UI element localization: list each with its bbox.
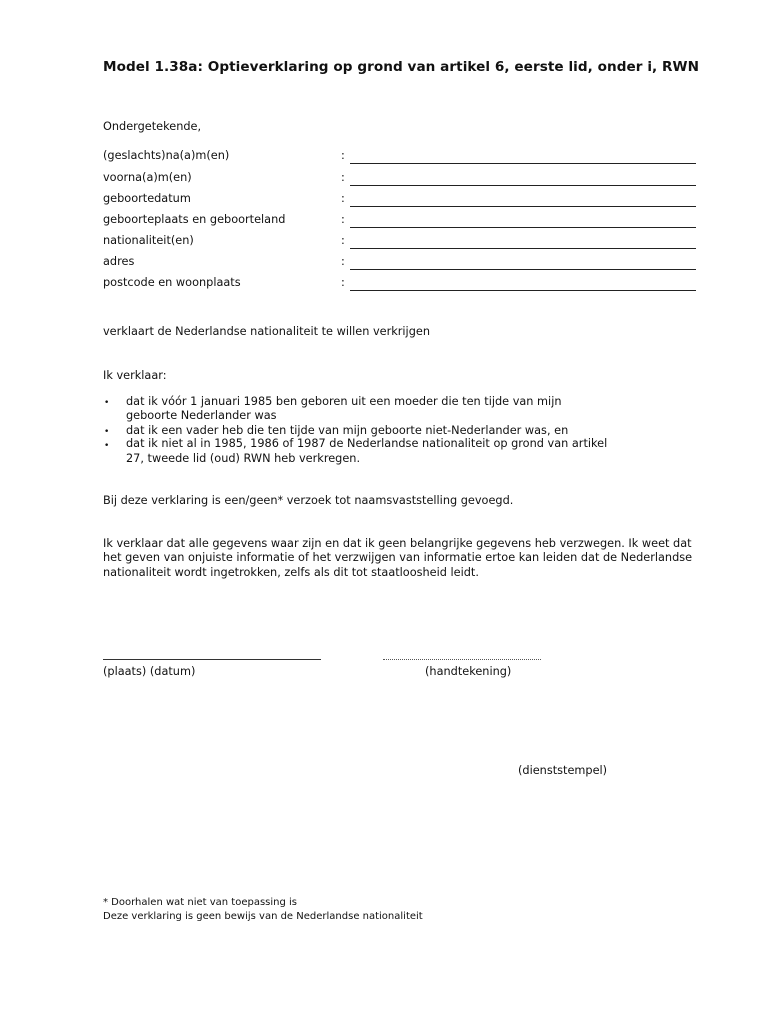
truth-statement-line: Ik verklaar dat alle gegevens waar zijn en dat ik geen belangrijke gegevens heb verzwegen. Ik weet dat	[103, 537, 692, 550]
place-date-line[interactable]	[103, 659, 321, 660]
statement-3-line-2: 27, tweede lid (oud) RWN heb verkregen.	[126, 452, 361, 465]
truth-statement-line: het geven van onjuiste informatie of het verzwijgen van informatie ertoe kan leiden dat de Nederlandse	[103, 551, 693, 564]
signature-line[interactable]	[383, 659, 541, 660]
stamp-label: (dienststempel)	[518, 764, 608, 777]
statement-1-line-2: geboorte Nederlander was	[126, 409, 277, 422]
field-colon: :	[341, 149, 345, 162]
statement-3-line-1: dat ik niet al in 1985, 1986 of 1987 de Nederlandse nationaliteit op grond van artikel	[126, 437, 608, 450]
statement-2-line-1: dat ik een vader heb die ten tijde van mijn geboorte niet-Nederlander was, en	[126, 424, 569, 437]
field-colon: :	[341, 192, 345, 205]
postcode-input-line[interactable]	[350, 290, 696, 291]
field-colon: :	[341, 255, 345, 268]
field-colon: :	[341, 234, 345, 247]
field-label-surname: (geslachts)na(a)m(en)	[103, 149, 230, 162]
bullet-icon: •	[104, 427, 110, 437]
field-label-address: adres	[103, 255, 135, 268]
firstnames-input-line[interactable]	[350, 185, 696, 186]
footnote-strike: * Doorhalen wat niet van toepassing is	[103, 897, 298, 908]
birthplace-input-line[interactable]	[350, 227, 696, 228]
name-request-text: Bij deze verklaring is een/geen* verzoek tot naamsvaststelling gevoegd.	[103, 494, 514, 507]
bullet-icon: •	[104, 398, 110, 408]
field-label-postcode: postcode en woonplaats	[103, 276, 241, 289]
field-label-firstnames: voorna(a)m(en)	[103, 171, 192, 184]
field-colon: :	[341, 213, 345, 226]
address-input-line[interactable]	[350, 269, 696, 270]
statement-1-line-1: dat ik vóór 1 januari 1985 ben geboren uit een moeder die ten tijde van mijn	[126, 395, 562, 408]
truth-statement-line: nationaliteit wordt ingetrokken, zelfs als dit tot staatloosheid leidt.	[103, 566, 479, 579]
place-date-label: (plaats) (datum)	[103, 665, 196, 678]
signature-label: (handtekening)	[425, 665, 512, 678]
statements-heading: Ik verklaar:	[103, 369, 167, 382]
birthdate-input-line[interactable]	[350, 206, 696, 207]
field-label-nationality: nationaliteit(en)	[103, 234, 194, 247]
field-label-birthdate: geboortedatum	[103, 192, 191, 205]
field-colon: :	[341, 171, 345, 184]
footnote-disclaimer: Deze verklaring is geen bewijs van de Nederlandse nationaliteit	[103, 911, 423, 922]
field-label-birthplace: geboorteplaats en geboorteland	[103, 213, 286, 226]
bullet-icon: •	[104, 441, 110, 451]
surname-input-line[interactable]	[350, 163, 696, 164]
declaration-text: verklaart de Nederlandse nationaliteit te willen verkrijgen	[103, 325, 430, 338]
field-colon: :	[341, 276, 345, 289]
page-title: Model 1.38a: Optieverklaring op grond van artikel 6, eerste lid, onder i, RWN	[103, 59, 700, 75]
intro-text: Ondergetekende,	[103, 120, 202, 133]
nationality-input-line[interactable]	[350, 248, 696, 249]
